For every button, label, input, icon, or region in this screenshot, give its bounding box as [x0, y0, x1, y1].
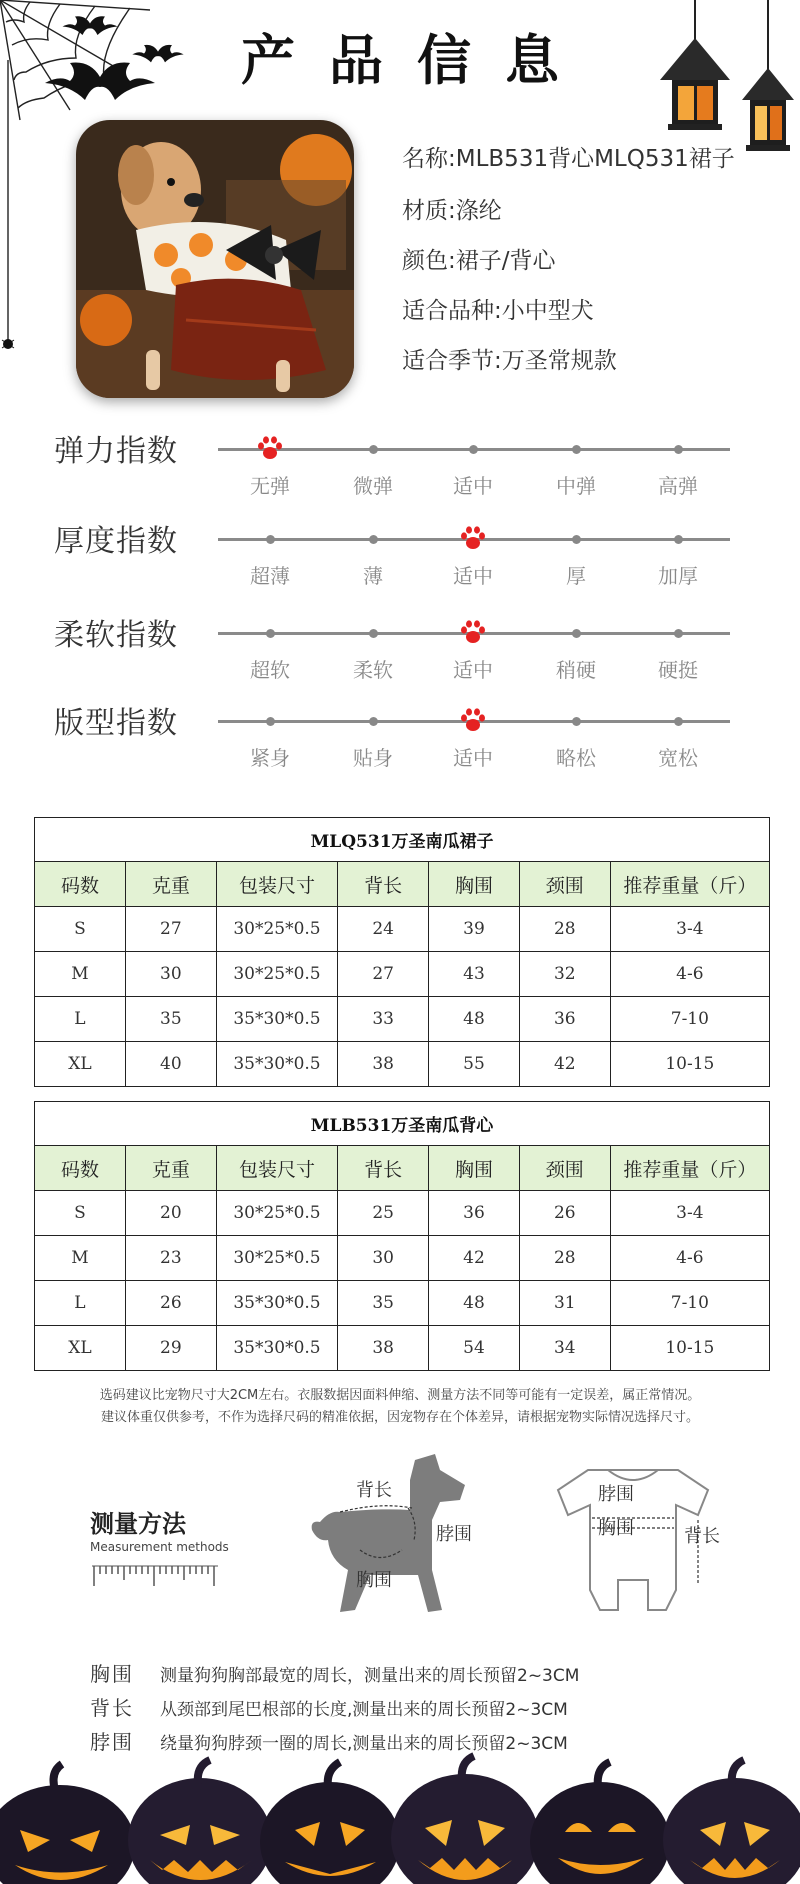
product-photo — [76, 120, 354, 398]
product-name: 名称:MLB531背心MLQ531裙子 — [402, 146, 735, 172]
table-cell: 10-15 — [610, 1042, 769, 1087]
index-dot — [266, 535, 275, 544]
table-cell: M — [35, 952, 126, 997]
table-cell: L — [35, 1281, 126, 1326]
table-row — [35, 1281, 770, 1326]
table-header-cell: 推荐重量（斤） — [610, 862, 769, 907]
table-header-cell: 码数 — [35, 862, 126, 907]
table-cell: 30 — [338, 1236, 429, 1281]
table-cell: 48 — [429, 1281, 520, 1326]
table-cell: 30*25*0.5 — [216, 952, 338, 997]
table-cell: 27 — [338, 952, 429, 997]
table-header-cell: 颈围 — [519, 1146, 610, 1191]
table-cell: 4-6 — [610, 952, 769, 997]
table-cell: 35*30*0.5 — [216, 1281, 338, 1326]
table-header-cell: 克重 — [125, 862, 216, 907]
index-title: 厚度指数 — [54, 524, 178, 559]
index-option-label: 贴身 — [353, 746, 393, 770]
table-header-cell: 克重 — [125, 1146, 216, 1191]
table-header-cell: 颈围 — [519, 862, 610, 907]
index-dot — [266, 717, 275, 726]
table-header-cell: 推荐重量（斤） — [610, 1146, 769, 1191]
table-cell: 35*30*0.5 — [216, 1326, 338, 1371]
table-cell: 30*25*0.5 — [216, 1236, 338, 1281]
index-dot — [572, 629, 581, 638]
table-header-cell: 包装尺寸 — [216, 862, 338, 907]
table-cell: 20 — [125, 1191, 216, 1236]
table-cell: 36 — [429, 1191, 520, 1236]
index-option-label: 中弹 — [556, 474, 596, 498]
table-cell: 29 — [125, 1326, 216, 1371]
table-cell: XL — [35, 1042, 126, 1087]
table-cell: 36 — [519, 997, 610, 1042]
table-header-cell: 胸围 — [429, 862, 520, 907]
index-dot — [266, 629, 275, 638]
definition-term: 胸围 — [90, 1662, 134, 1686]
garment-back-label: 背长 — [684, 1526, 720, 1547]
table-cell: 30*25*0.5 — [216, 1191, 338, 1236]
table-cell: 38 — [338, 1042, 429, 1087]
index-dot — [469, 445, 478, 454]
table-cell: 7-10 — [610, 997, 769, 1042]
index-dot — [674, 629, 683, 638]
table-header-cell: 背长 — [338, 1146, 429, 1191]
jack-o-lantern-icon — [530, 1762, 670, 1884]
table-header-cell: 胸围 — [429, 1146, 520, 1191]
measurement-title: 测量方法 — [90, 1510, 186, 1538]
index-option-label: 无弹 — [250, 474, 290, 498]
jack-o-lantern-icon — [260, 1762, 400, 1884]
sizing-note-1: 选码建议比宠物尺寸大2CM左右。衣服数据因面料伸缩、测量方法不同等可能有一定误差，属正常情况。 — [99, 1388, 701, 1403]
index-option-label: 适中 — [453, 746, 493, 770]
index-option-label: 略松 — [556, 746, 596, 770]
table-cell: 3-4 — [610, 1191, 769, 1236]
table-cell: 35*30*0.5 — [216, 1042, 338, 1087]
index-option-label: 加厚 — [658, 564, 698, 588]
paw-icon — [459, 524, 487, 552]
table-cell: 23 — [125, 1236, 216, 1281]
table-header-cell: 背长 — [338, 862, 429, 907]
table-row — [35, 997, 770, 1042]
index-option-label: 薄 — [363, 564, 383, 588]
table-cell: 39 — [429, 907, 520, 952]
pumpkin-footer — [0, 1750, 800, 1884]
garment-neck-label: 脖围 — [598, 1484, 634, 1505]
jack-o-lantern-icon — [0, 1764, 135, 1884]
table-caption: MLQ531万圣南瓜裙子 — [35, 818, 770, 862]
index-option-label: 微弹 — [353, 474, 393, 498]
product-color: 颜色:裙子/背心 — [402, 248, 556, 274]
index-dot — [572, 445, 581, 454]
table-cell: 7-10 — [610, 1281, 769, 1326]
table-cell: 38 — [338, 1326, 429, 1371]
index-dot — [674, 717, 683, 726]
definition-text: 测量狗狗胸部最宽的周长，测量出来的周长预留2~3CM — [160, 1666, 580, 1686]
table-row — [35, 907, 770, 952]
table-row — [35, 1191, 770, 1236]
table-row — [35, 1042, 770, 1087]
dog-back-label: 背长 — [356, 1480, 392, 1501]
table-cell: 26 — [519, 1191, 610, 1236]
table-cell: 54 — [429, 1326, 520, 1371]
table-cell: 35 — [338, 1281, 429, 1326]
table-cell: 26 — [125, 1281, 216, 1326]
product-season: 适合季节:万圣常规款 — [402, 348, 617, 374]
table-cell: L — [35, 997, 126, 1042]
jack-o-lantern-icon — [128, 1760, 272, 1884]
table-cell: 42 — [429, 1236, 520, 1281]
index-option-label: 硬挺 — [658, 658, 698, 682]
table-row — [35, 1326, 770, 1371]
paw-icon — [459, 618, 487, 646]
paw-icon — [256, 434, 284, 462]
table-cell: 3-4 — [610, 907, 769, 952]
table-row — [35, 952, 770, 997]
table-row — [35, 1236, 770, 1281]
table-cell: 10-15 — [610, 1326, 769, 1371]
table-cell: 30 — [125, 952, 216, 997]
dog-neck-label: 脖围 — [436, 1524, 472, 1545]
table-cell: 43 — [429, 952, 520, 997]
table-cell: 55 — [429, 1042, 520, 1087]
index-title: 柔软指数 — [54, 618, 178, 653]
product-breed: 适合品种:小中型犬 — [402, 298, 594, 324]
vest-size-table — [34, 1101, 770, 1371]
table-cell: 42 — [519, 1042, 610, 1087]
paw-icon — [459, 706, 487, 734]
index-option-label: 适中 — [453, 658, 493, 682]
table-cell: S — [35, 907, 126, 952]
definition-term: 脖围 — [90, 1730, 134, 1754]
index-option-label: 适中 — [453, 474, 493, 498]
index-option-label: 超薄 — [250, 564, 290, 588]
index-option-label: 宽松 — [658, 746, 698, 770]
index-dot — [369, 717, 378, 726]
jack-o-lantern-icon — [663, 1760, 800, 1884]
index-option-label: 适中 — [453, 564, 493, 588]
index-dot — [369, 445, 378, 454]
page-title: 产品信息 — [241, 29, 593, 92]
index-option-label: 厚 — [566, 564, 586, 588]
table-cell: 28 — [519, 907, 610, 952]
product-material: 材质:涤纶 — [402, 198, 502, 224]
ruler-icon — [90, 1560, 220, 1594]
index-option-label: 超软 — [250, 658, 290, 682]
table-cell: 34 — [519, 1326, 610, 1371]
index-title: 弹力指数 — [54, 434, 178, 469]
table-cell: 31 — [519, 1281, 610, 1326]
table-cell: 32 — [519, 952, 610, 997]
index-title: 版型指数 — [54, 706, 178, 741]
index-option-label: 高弹 — [658, 474, 698, 498]
table-cell: XL — [35, 1326, 126, 1371]
index-dot — [572, 535, 581, 544]
table-cell: 30*25*0.5 — [216, 907, 338, 952]
index-option-label: 紧身 — [250, 746, 290, 770]
table-cell: 25 — [338, 1191, 429, 1236]
index-dot — [369, 535, 378, 544]
table-cell: 24 — [338, 907, 429, 952]
definition-text: 从颈部到尾巴根部的长度,测量出来的周长预留2~3CM — [160, 1700, 568, 1720]
table-cell: 40 — [125, 1042, 216, 1087]
table-cell: S — [35, 1191, 126, 1236]
garment-chest-label: 胸围 — [598, 1518, 634, 1539]
jack-o-lantern-icon — [391, 1756, 539, 1884]
table-cell: 48 — [429, 997, 520, 1042]
table-cell: 35 — [125, 997, 216, 1042]
table-cell: 27 — [125, 907, 216, 952]
table-caption: MLB531万圣南瓜背心 — [35, 1102, 770, 1146]
table-header-cell: 包装尺寸 — [216, 1146, 338, 1191]
definition-term: 背长 — [90, 1696, 134, 1720]
table-cell: M — [35, 1236, 126, 1281]
table-cell: 35*30*0.5 — [216, 997, 338, 1042]
measurement-subtitle: Measurement methods — [90, 1540, 229, 1554]
index-dot — [674, 445, 683, 454]
index-option-label: 稍硬 — [556, 658, 596, 682]
table-cell: 28 — [519, 1236, 610, 1281]
table-cell: 33 — [338, 997, 429, 1042]
definition-text: 绕量狗狗脖颈一圈的周长,测量出来的周长预留2~3CM — [160, 1734, 568, 1754]
index-dot — [572, 717, 581, 726]
sizing-note-2: 建议体重仅供参考，不作为选择尺码的精准依据，因宠物存在个体差异，请根据宠物实际情况选择尺寸。 — [100, 1410, 699, 1425]
skirt-size-table — [34, 817, 770, 1087]
table-header-cell: 码数 — [35, 1146, 126, 1191]
index-dot — [369, 629, 378, 638]
table-cell: 4-6 — [610, 1236, 769, 1281]
index-dot — [674, 535, 683, 544]
dog-chest-label: 胸围 — [356, 1570, 392, 1591]
index-option-label: 柔软 — [353, 658, 393, 682]
